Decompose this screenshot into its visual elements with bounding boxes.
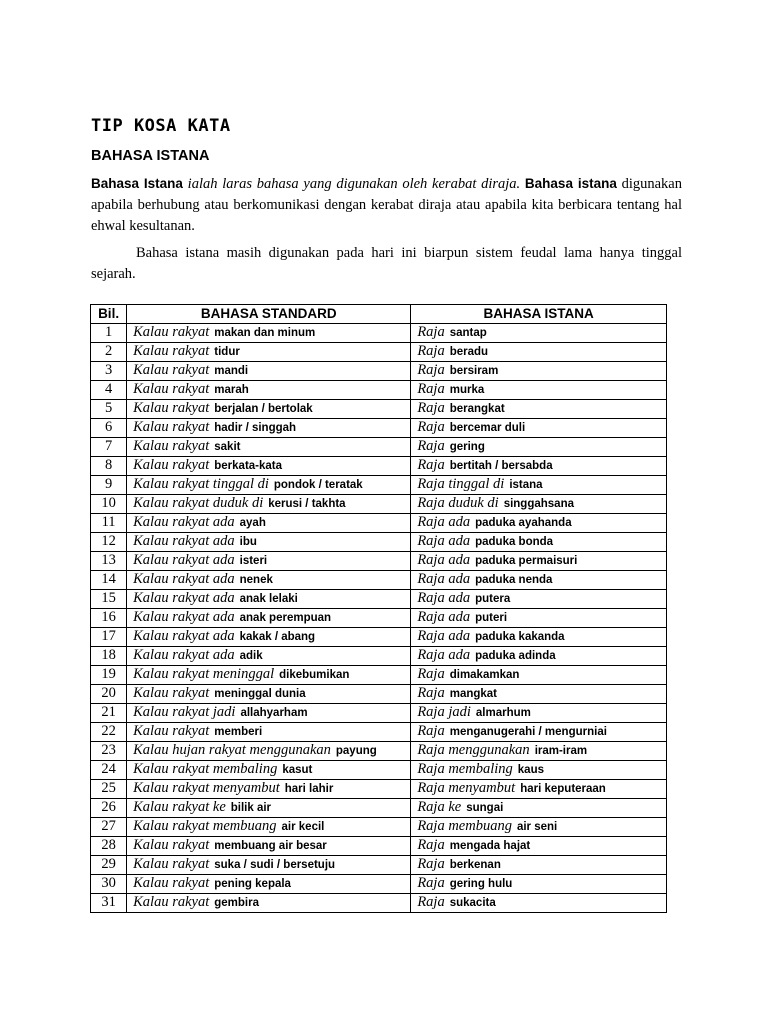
istana-word: menganugerahi / mengurniai	[449, 725, 607, 738]
table-row	[91, 817, 667, 836]
standard-word: suka / sudi / bersetuju	[214, 858, 336, 871]
row-number: 31	[91, 893, 127, 912]
standard-phrase: Kalau rakyat ke	[133, 798, 226, 815]
standard-word: payung	[335, 744, 377, 757]
standard-word: ayah	[239, 516, 266, 529]
istana-word: bercemar duli	[449, 421, 526, 434]
intro-definition: ialah laras bahasa yang digunakan oleh kerabat diraja.	[187, 176, 521, 192]
istana-phrase: Raja ada	[417, 532, 471, 549]
istana-phrase: Raja	[417, 722, 445, 739]
table-row	[91, 589, 667, 608]
row-number: 13	[91, 551, 127, 570]
istana-word: dimakamkan	[449, 668, 520, 681]
standard-cell	[127, 570, 411, 589]
istana-word: paduka nenda	[475, 573, 553, 586]
istana-word: mengada hajat	[449, 839, 531, 852]
header-standard: BAHASA STANDARD	[127, 305, 411, 324]
istana-word: paduka kakanda	[475, 630, 565, 643]
table-row	[91, 836, 667, 855]
standard-phrase: Kalau rakyat	[133, 399, 210, 416]
table-row	[91, 456, 667, 475]
standard-phrase: Kalau rakyat ada	[133, 532, 235, 549]
table-row	[91, 418, 667, 437]
table-row	[91, 684, 667, 703]
table-row	[91, 437, 667, 456]
standard-phrase: Kalau rakyat ada	[133, 589, 235, 606]
header-bil: Bil.	[91, 305, 127, 324]
istana-phrase: Raja	[417, 380, 445, 397]
standard-cell	[127, 494, 411, 513]
row-number: 26	[91, 798, 127, 817]
istana-phrase: Raja duduk di	[417, 494, 499, 511]
intro-rest: digunakan apabila berhubung atau berkomunikasi dengan kerabat diraja atau apabila kita berbicara tentang hal ehwal kesultanan.	[91, 176, 682, 234]
table-row	[91, 342, 667, 361]
istana-cell	[411, 684, 667, 703]
table-row	[91, 361, 667, 380]
standard-word: anak lelaki	[239, 592, 298, 605]
istana-cell	[411, 893, 667, 912]
table-row	[91, 551, 667, 570]
standard-cell	[127, 627, 411, 646]
standard-cell	[127, 418, 411, 437]
standard-cell	[127, 836, 411, 855]
table-row	[91, 798, 667, 817]
row-number: 4	[91, 380, 127, 399]
row-number: 19	[91, 665, 127, 684]
istana-word: berkenan	[449, 858, 501, 871]
table-row	[91, 760, 667, 779]
standard-word: pening kepala	[214, 877, 291, 890]
standard-word: tidur	[214, 345, 240, 358]
page-title: TIP KOSA KATA	[91, 116, 231, 136]
istana-cell	[411, 760, 667, 779]
standard-word: hadir / singgah	[214, 421, 297, 434]
table-row	[91, 893, 667, 912]
table-row	[91, 323, 667, 342]
table-row	[91, 608, 667, 627]
istana-phrase: Raja	[417, 342, 445, 359]
istana-phrase: Raja jadi	[417, 703, 471, 720]
standard-word: dikebumikan	[279, 668, 350, 681]
vocabulary-table	[90, 304, 667, 913]
istana-word: mangkat	[449, 687, 498, 700]
istana-cell	[411, 532, 667, 551]
standard-phrase: Kalau rakyat tinggal di	[133, 475, 269, 492]
standard-word: gembira	[214, 896, 260, 909]
row-number: 12	[91, 532, 127, 551]
istana-phrase: Raja	[417, 836, 445, 853]
table-row	[91, 779, 667, 798]
standard-word: makan dan minum	[214, 326, 316, 339]
standard-phrase: Kalau rakyat	[133, 342, 210, 359]
istana-cell	[411, 836, 667, 855]
istana-cell	[411, 494, 667, 513]
table-row	[91, 513, 667, 532]
table-row	[91, 646, 667, 665]
istana-cell	[411, 551, 667, 570]
standard-word: hari lahir	[284, 782, 334, 795]
standard-cell	[127, 380, 411, 399]
row-number: 29	[91, 855, 127, 874]
istana-cell	[411, 437, 667, 456]
istana-cell	[411, 342, 667, 361]
standard-phrase: Kalau rakyat menyambut	[133, 779, 280, 796]
istana-word: kaus	[517, 763, 544, 776]
standard-cell	[127, 361, 411, 380]
istana-phrase: Raja ada	[417, 513, 471, 530]
standard-cell	[127, 551, 411, 570]
standard-cell	[127, 456, 411, 475]
istana-cell	[411, 456, 667, 475]
istana-cell	[411, 703, 667, 722]
row-number: 11	[91, 513, 127, 532]
table-body	[91, 323, 667, 912]
istana-word: hari keputeraan	[520, 782, 606, 795]
istana-word: istana	[509, 478, 543, 491]
row-number: 7	[91, 437, 127, 456]
istana-cell	[411, 779, 667, 798]
row-number: 17	[91, 627, 127, 646]
row-number: 27	[91, 817, 127, 836]
standard-word: ibu	[239, 535, 257, 548]
row-number: 2	[91, 342, 127, 361]
standard-phrase: Kalau rakyat ada	[133, 551, 235, 568]
standard-phrase: Kalau rakyat	[133, 437, 210, 454]
standard-cell	[127, 684, 411, 703]
standard-phrase: Kalau rakyat membaling	[133, 760, 278, 777]
istana-phrase: Raja ada	[417, 551, 471, 568]
istana-word: gering hulu	[449, 877, 513, 890]
row-number: 10	[91, 494, 127, 513]
istana-word: paduka permaisuri	[475, 554, 578, 567]
istana-word: almarhum	[475, 706, 531, 719]
istana-phrase: Raja	[417, 323, 445, 340]
standard-phrase: Kalau rakyat	[133, 684, 210, 701]
istana-phrase: Raja	[417, 418, 445, 435]
row-number: 16	[91, 608, 127, 627]
istana-cell	[411, 855, 667, 874]
istana-cell	[411, 570, 667, 589]
standard-phrase: Kalau rakyat	[133, 893, 210, 910]
istana-cell	[411, 798, 667, 817]
istana-word: paduka bonda	[475, 535, 554, 548]
standard-phrase: Kalau rakyat duduk di	[133, 494, 264, 511]
istana-word: puteri	[475, 611, 508, 624]
second-paragraph-text: Bahasa istana masih digunakan pada hari ini biarpun sistem feudal lama hanya tinggal sejarah.	[91, 245, 682, 282]
standard-cell	[127, 893, 411, 912]
standard-word: mandi	[214, 364, 249, 377]
standard-phrase: Kalau rakyat	[133, 380, 210, 397]
istana-word: singgahsana	[503, 497, 574, 510]
standard-phrase: Kalau rakyat	[133, 418, 210, 435]
istana-word: sukacita	[449, 896, 496, 909]
istana-word: iram-iram	[534, 744, 588, 757]
standard-word: kakak / abang	[239, 630, 316, 643]
standard-cell	[127, 342, 411, 361]
istana-word: gering	[449, 440, 485, 453]
table-row	[91, 855, 667, 874]
standard-phrase: Kalau rakyat	[133, 874, 210, 891]
standard-phrase: Kalau rakyat jadi	[133, 703, 236, 720]
istana-word: bersiram	[449, 364, 499, 377]
istana-phrase: Raja tinggal di	[417, 475, 505, 492]
istana-cell	[411, 627, 667, 646]
istana-word: putera	[475, 592, 511, 605]
istana-cell	[411, 361, 667, 380]
istana-word: paduka adinda	[475, 649, 556, 662]
standard-word: nenek	[239, 573, 273, 586]
istana-word: sungai	[466, 801, 504, 814]
istana-phrase: Raja	[417, 399, 445, 416]
row-number: 8	[91, 456, 127, 475]
istana-cell	[411, 874, 667, 893]
istana-cell	[411, 399, 667, 418]
standard-cell	[127, 646, 411, 665]
istana-phrase: Raja membaling	[417, 760, 513, 777]
standard-phrase: Kalau rakyat ada	[133, 646, 235, 663]
standard-cell	[127, 399, 411, 418]
istana-phrase: Raja menggunakan	[417, 741, 530, 758]
istana-phrase: Raja	[417, 874, 445, 891]
table-row	[91, 380, 667, 399]
istana-cell	[411, 741, 667, 760]
standard-word: bilik air	[230, 801, 272, 814]
standard-cell	[127, 779, 411, 798]
header-istana: BAHASA ISTANA	[411, 305, 667, 324]
row-number: 30	[91, 874, 127, 893]
row-number: 22	[91, 722, 127, 741]
row-number: 25	[91, 779, 127, 798]
table-row	[91, 570, 667, 589]
istana-phrase: Raja	[417, 855, 445, 872]
standard-phrase: Kalau rakyat ada	[133, 570, 235, 587]
standard-cell	[127, 741, 411, 760]
istana-cell	[411, 323, 667, 342]
row-number: 14	[91, 570, 127, 589]
table-header-row	[91, 305, 667, 324]
standard-phrase: Kalau rakyat ada	[133, 513, 235, 530]
table-row	[91, 494, 667, 513]
istana-word: air seni	[516, 820, 558, 833]
istana-phrase: Raja	[417, 684, 445, 701]
standard-word: berkata-kata	[214, 459, 283, 472]
standard-word: air kecil	[281, 820, 325, 833]
istana-cell	[411, 418, 667, 437]
standard-word: memberi	[214, 725, 263, 738]
row-number: 5	[91, 399, 127, 418]
istana-word: paduka ayahanda	[475, 516, 572, 529]
standard-word: allahyarham	[240, 706, 308, 719]
row-number: 21	[91, 703, 127, 722]
istana-phrase: Raja ada	[417, 570, 471, 587]
standard-cell	[127, 760, 411, 779]
row-number: 3	[91, 361, 127, 380]
istana-cell	[411, 513, 667, 532]
table-row	[91, 741, 667, 760]
istana-phrase: Raja	[417, 437, 445, 454]
table-row	[91, 532, 667, 551]
standard-word: anak perempuan	[239, 611, 332, 624]
intro-paragraph	[91, 173, 682, 237]
standard-phrase: Kalau rakyat	[133, 456, 210, 473]
row-number: 15	[91, 589, 127, 608]
table-row	[91, 722, 667, 741]
standard-cell	[127, 722, 411, 741]
standard-word: membuang air besar	[214, 839, 327, 852]
istana-word: santap	[449, 326, 487, 339]
istana-phrase: Raja	[417, 893, 445, 910]
standard-word: kasut	[282, 763, 313, 776]
standard-cell	[127, 437, 411, 456]
istana-word: bertitah / bersabda	[449, 459, 553, 472]
standard-word: berjalan / bertolak	[214, 402, 313, 415]
standard-phrase: Kalau hujan rakyat menggunakan	[133, 741, 331, 758]
standard-phrase: Kalau rakyat	[133, 722, 210, 739]
standard-phrase: Kalau rakyat ada	[133, 608, 235, 625]
standard-cell	[127, 874, 411, 893]
row-number: 28	[91, 836, 127, 855]
standard-phrase: Kalau rakyat	[133, 323, 210, 340]
istana-cell	[411, 589, 667, 608]
istana-phrase: Raja	[417, 456, 445, 473]
standard-phrase: Kalau rakyat membuang	[133, 817, 277, 834]
standard-cell	[127, 817, 411, 836]
istana-phrase: Raja membuang	[417, 817, 512, 834]
row-number: 9	[91, 475, 127, 494]
istana-phrase: Raja ada	[417, 608, 471, 625]
standard-word: marah	[214, 383, 249, 396]
istana-phrase: Raja ke	[417, 798, 462, 815]
istana-word: murka	[449, 383, 485, 396]
istana-phrase: Raja	[417, 361, 445, 378]
standard-cell	[127, 608, 411, 627]
istana-phrase: Raja menyambut	[417, 779, 516, 796]
intro-term: Bahasa Istana	[91, 176, 183, 191]
standard-cell	[127, 665, 411, 684]
istana-cell	[411, 817, 667, 836]
istana-word: beradu	[449, 345, 489, 358]
istana-cell	[411, 722, 667, 741]
second-paragraph	[91, 243, 682, 285]
table-row	[91, 665, 667, 684]
standard-word: sakit	[214, 440, 241, 453]
standard-phrase: Kalau rakyat	[133, 361, 210, 378]
standard-word: isteri	[239, 554, 268, 567]
table-row	[91, 874, 667, 893]
standard-word: meninggal dunia	[214, 687, 306, 700]
standard-cell	[127, 475, 411, 494]
standard-cell	[127, 513, 411, 532]
standard-phrase: Kalau rakyat	[133, 855, 210, 872]
standard-phrase: Kalau rakyat	[133, 836, 210, 853]
standard-word: kerusi / takhta	[268, 497, 346, 510]
istana-cell	[411, 475, 667, 494]
standard-cell	[127, 855, 411, 874]
istana-word: berangkat	[449, 402, 505, 415]
row-number: 1	[91, 323, 127, 342]
istana-phrase: Raja ada	[417, 627, 471, 644]
row-number: 6	[91, 418, 127, 437]
istana-cell	[411, 665, 667, 684]
standard-word: pondok / teratak	[273, 478, 363, 491]
table-row	[91, 475, 667, 494]
row-number: 23	[91, 741, 127, 760]
row-number: 20	[91, 684, 127, 703]
table-row	[91, 627, 667, 646]
istana-phrase: Raja	[417, 665, 445, 682]
row-number: 18	[91, 646, 127, 665]
standard-cell	[127, 589, 411, 608]
section-heading: BAHASA ISTANA	[91, 148, 210, 164]
istana-cell	[411, 646, 667, 665]
standard-cell	[127, 323, 411, 342]
table-row	[91, 399, 667, 418]
istana-phrase: Raja ada	[417, 589, 471, 606]
istana-phrase: Raja ada	[417, 646, 471, 663]
standard-phrase: Kalau rakyat ada	[133, 627, 235, 644]
standard-cell	[127, 798, 411, 817]
istana-cell	[411, 380, 667, 399]
intro-term-2: Bahasa istana	[524, 176, 617, 191]
row-number: 24	[91, 760, 127, 779]
table-row	[91, 703, 667, 722]
istana-cell	[411, 608, 667, 627]
standard-cell	[127, 703, 411, 722]
standard-word: adik	[239, 649, 263, 662]
standard-cell	[127, 532, 411, 551]
standard-phrase: Kalau rakyat meninggal	[133, 665, 275, 682]
